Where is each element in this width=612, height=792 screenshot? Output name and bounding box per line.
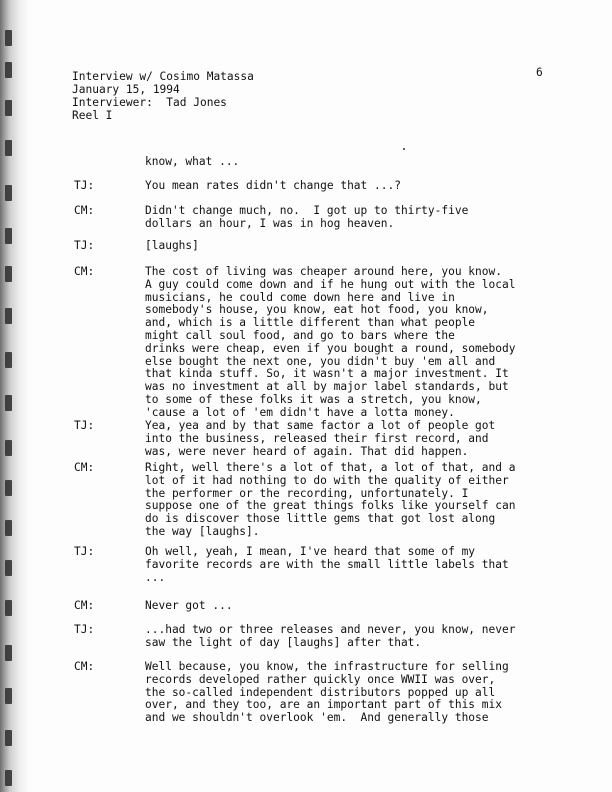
utterance-line: Yea, yea and by that same factor a lot of people got xyxy=(145,419,496,432)
speaker-label: CM: xyxy=(74,265,95,278)
binding-mark xyxy=(5,560,12,576)
utterance-line: and we shouldn't overlook 'em. And generally those xyxy=(145,711,489,725)
binding-mark xyxy=(5,480,12,496)
utterance-line: Never got ... xyxy=(145,599,233,612)
binding-mark xyxy=(5,688,12,704)
header-date: January 15, 1994 xyxy=(72,83,180,96)
utterance-line: You mean rates didn't change that ...? xyxy=(145,179,401,192)
utterance-text xyxy=(145,266,565,420)
binding-mark xyxy=(5,62,12,78)
utterance-line: Didn't change much, no. I got up to thirty-five xyxy=(145,204,469,217)
utterance-line: the way [laughs]. xyxy=(145,524,260,538)
binding-mark xyxy=(5,600,12,616)
header-interview-title: Interview w/ Cosimo Matassa xyxy=(72,70,254,83)
document-header xyxy=(72,70,552,122)
utterance-line: that kinda stuff. So, it wasn't a major investment. It xyxy=(145,367,509,381)
utterance-text xyxy=(145,624,565,650)
header-interviewer: Interviewer: Tad Jones xyxy=(72,96,227,109)
binding-mark xyxy=(5,645,12,661)
utterance-line: musicians, he could come down here and live in xyxy=(145,290,455,304)
speaker-label: CM: xyxy=(74,660,95,673)
speaker-label: CM: xyxy=(74,461,95,474)
binding-mark xyxy=(5,730,12,746)
utterance-line: somebody's house, you know, eat hot food, you know, xyxy=(145,303,489,317)
utterance-line: else bought the next one, you didn't buy 'em all and xyxy=(145,354,496,368)
utterance-line: [laughs] xyxy=(145,239,199,252)
utterance-line: do is discover those little gems that got lost along xyxy=(145,512,496,526)
utterance-line: drinks were cheap, even if you bought a round, somebody xyxy=(145,341,516,355)
binding-mark xyxy=(5,185,12,201)
utterance-line: The cost of living was cheaper around here, you know. xyxy=(145,265,502,278)
binding-mark xyxy=(5,440,12,456)
utterance-text xyxy=(145,240,565,253)
binding-mark xyxy=(5,395,12,411)
utterance-line: Oh well, yeah, I mean, I've heard that some of my xyxy=(145,545,476,558)
utterance-line: to some of these folks it was a stretch, you know, xyxy=(145,392,482,406)
utterance-text xyxy=(145,156,565,169)
speaker-label: TJ: xyxy=(74,179,95,192)
stray-ink-dot xyxy=(403,148,405,150)
utterance-line: might call soul food, and go to bars where the xyxy=(145,328,455,342)
utterance-line: was, were never heard of again. That did happen. xyxy=(145,444,469,458)
binding-mark xyxy=(5,228,12,244)
utterance-line: Right, well there's a lot of that, a lot of that, and a xyxy=(145,461,516,474)
binding-mark xyxy=(5,308,12,324)
utterance-line: was no investment at all by major label standards, but xyxy=(145,380,509,394)
utterance-line: A guy could come down and if he hung out with the local xyxy=(145,277,516,291)
speaker-label: CM: xyxy=(74,204,95,217)
utterance-text xyxy=(145,600,565,613)
utterance-line: know, what ... xyxy=(145,155,240,168)
binding-mark xyxy=(5,770,12,786)
header-reel: Reel I xyxy=(72,109,113,122)
utterance-line: dollars an hour, I was in hog heaven. xyxy=(145,216,395,230)
speaker-label: TJ: xyxy=(74,623,95,636)
speaker-label: TJ: xyxy=(74,239,95,252)
speaker-label: TJ: xyxy=(74,545,95,558)
utterance-line: 'cause a lot of 'em didn't have a lotta money. xyxy=(145,405,455,419)
binding-mark xyxy=(5,266,12,282)
utterance-line: suppose one of the great things folks like yourself can xyxy=(145,499,516,513)
utterance-line: favorite records are with the small little labels that xyxy=(145,557,509,571)
speaker-label: TJ: xyxy=(74,419,95,432)
utterance-text xyxy=(145,462,565,539)
utterance-line: Well because, you know, the infrastructure for selling xyxy=(145,660,509,673)
utterance-line: records developed rather quickly once WWII was over, xyxy=(145,672,496,686)
utterance-line: over, and they too, are an important part of this mix xyxy=(145,698,502,712)
binding-mark xyxy=(5,30,12,46)
utterance-line: ... xyxy=(145,570,166,584)
utterance-text xyxy=(145,180,565,193)
binding-mark xyxy=(5,520,12,536)
speaker-label: CM: xyxy=(74,599,95,612)
utterance-line: lot of it had nothing to do with the quality of either xyxy=(145,473,509,487)
utterance-text xyxy=(145,661,565,725)
utterance-text xyxy=(145,420,565,458)
utterance-text xyxy=(145,205,565,231)
utterance-line: the so-called independent distributors popped up all xyxy=(145,685,496,699)
utterance-line: into the business, released their first record, and xyxy=(145,431,489,445)
utterance-text xyxy=(145,546,565,584)
utterance-line: the performer or the recording, unfortunately. I xyxy=(145,486,469,500)
utterance-line: saw the light of day [laughs] after that. xyxy=(145,635,422,649)
utterance-line: and, which is a little different than what people xyxy=(145,316,476,330)
binding-mark xyxy=(5,100,12,116)
utterance-line: ...had two or three releases and never, you know, never xyxy=(145,623,516,636)
binding-mark xyxy=(5,140,12,156)
page-number: 6 xyxy=(536,66,543,79)
binding-mark xyxy=(5,352,12,368)
